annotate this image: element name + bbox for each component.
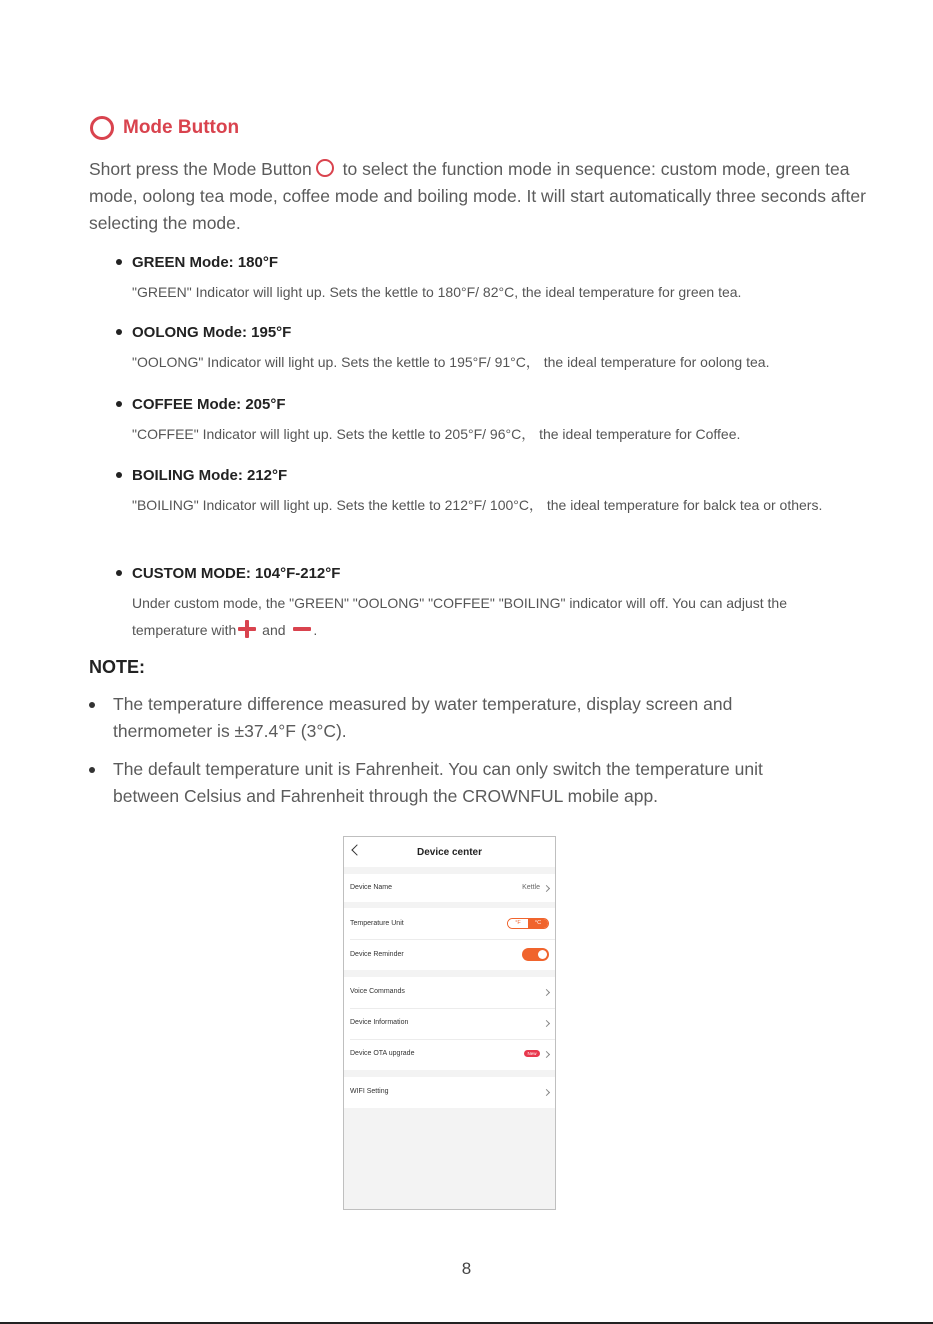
bullet-icon bbox=[116, 472, 122, 478]
divider bbox=[350, 1008, 555, 1009]
device-name-label: Device Name bbox=[350, 884, 393, 891]
mode-item-coffee bbox=[116, 394, 856, 448]
mode-description bbox=[132, 590, 832, 644]
device-reminder-label: Device Reminder bbox=[350, 951, 404, 958]
mode-title: CUSTOM MODE: 104°F-212°F bbox=[132, 564, 341, 582]
plus-icon bbox=[238, 620, 256, 638]
ota-upgrade-label: Device OTA upgrade bbox=[350, 1050, 415, 1057]
note-text: The temperature difference measured by water temperature, display screen and thermometer is ±37.4°F (3°C). bbox=[113, 694, 733, 741]
chevron-right-icon bbox=[543, 1051, 550, 1058]
unit-f-option[interactable]: °F bbox=[508, 919, 528, 928]
new-badge: New bbox=[524, 1050, 540, 1057]
intro-paragraph bbox=[89, 156, 869, 237]
temperature-unit-row bbox=[344, 908, 555, 939]
temperature-unit-label: Temperature Unit bbox=[350, 920, 404, 927]
note-item bbox=[89, 691, 849, 745]
mode-title: BOILING Mode: 212°F bbox=[132, 466, 288, 484]
app-screenshot bbox=[343, 836, 556, 1210]
chevron-right-icon bbox=[543, 885, 550, 892]
custom-desc-and: and bbox=[258, 622, 290, 638]
mode-title: OOLONG Mode: 195°F bbox=[132, 323, 292, 341]
note-item bbox=[89, 756, 849, 810]
ota-upgrade-row[interactable] bbox=[344, 1039, 555, 1070]
bullet-icon bbox=[116, 329, 122, 335]
mode-item-green bbox=[116, 252, 856, 306]
note-title: NOTE: bbox=[89, 657, 145, 677]
device-name-value: Kettle bbox=[522, 884, 540, 891]
custom-desc-end: . bbox=[313, 622, 318, 638]
temperature-unit-toggle[interactable] bbox=[507, 918, 549, 929]
note-text: The default temperature unit is Fahrenheit. You can only switch the temperature unit between Celsius and Fahrenheit through the CROWNFUL mobile app. bbox=[113, 759, 763, 806]
mode-title: COFFEE Mode: 205°F bbox=[132, 395, 286, 413]
page-number: 8 bbox=[461, 1259, 472, 1278]
intro-text-start: Short press the Mode Button bbox=[89, 159, 312, 179]
section-title: Mode Button bbox=[123, 117, 240, 138]
voice-commands-row[interactable] bbox=[344, 977, 555, 1008]
bullet-icon bbox=[116, 401, 122, 407]
device-information-row[interactable] bbox=[344, 1008, 555, 1039]
mode-item-custom bbox=[116, 563, 856, 644]
bullet-icon bbox=[89, 702, 95, 708]
unit-c-option[interactable]: °C bbox=[528, 919, 548, 928]
chevron-right-icon bbox=[543, 989, 550, 996]
mode-button-icon bbox=[90, 116, 114, 140]
app-header bbox=[344, 837, 555, 867]
mode-title: GREEN Mode: 180°F bbox=[132, 253, 279, 271]
divider bbox=[350, 939, 555, 940]
device-information-label: Device Information bbox=[350, 1019, 409, 1026]
bullet-icon bbox=[89, 767, 95, 773]
mode-description: "GREEN" Indicator will light up. Sets the kettle to 180°F/ 82°C, the ideal temperature for green tea. bbox=[132, 284, 742, 300]
custom-desc-text: Under custom mode, the "GREEN" "OOLONG" "COFFEE" "BOILING" indicator will off. You can adjust the temperature with bbox=[132, 595, 787, 638]
mode-item-oolong bbox=[116, 322, 856, 376]
mode-item-boiling bbox=[116, 465, 856, 519]
section-heading bbox=[90, 116, 239, 140]
bullet-icon bbox=[116, 570, 122, 576]
intro-text-end: to select the function mode in sequence: custom mode, green tea mode, oolong tea mode, coffee mode and boiling mode. It will start automatically three seconds after selecting the mode. bbox=[89, 159, 866, 233]
divider bbox=[350, 1039, 555, 1040]
device-reminder-switch[interactable] bbox=[522, 948, 549, 961]
mode-button-inline-icon bbox=[316, 159, 334, 177]
chevron-right-icon bbox=[543, 1089, 550, 1096]
chevron-right-icon bbox=[543, 1020, 550, 1027]
minus-icon bbox=[293, 627, 311, 631]
app-title: Device center bbox=[416, 847, 483, 858]
mode-description: "OOLONG" Indicator will light up. Sets the kettle to 195°F/ 91°C， the ideal temperature for oolong tea. bbox=[132, 354, 770, 370]
voice-commands-label: Voice Commands bbox=[350, 988, 405, 995]
mode-description: "COFFEE" Indicator will light up. Sets the kettle to 205°F/ 96°C， the ideal temperature for Coffee. bbox=[132, 426, 741, 442]
device-reminder-row bbox=[344, 939, 555, 970]
mode-description: "BOILING" Indicator will light up. Sets the kettle to 212°F/ 100°C， the ideal temperature for balck tea or others. bbox=[132, 497, 823, 513]
device-name-row[interactable] bbox=[344, 874, 555, 902]
wifi-setting-label: WIFI Setting bbox=[350, 1088, 389, 1095]
bullet-icon bbox=[116, 259, 122, 265]
wifi-setting-row[interactable] bbox=[344, 1077, 555, 1108]
